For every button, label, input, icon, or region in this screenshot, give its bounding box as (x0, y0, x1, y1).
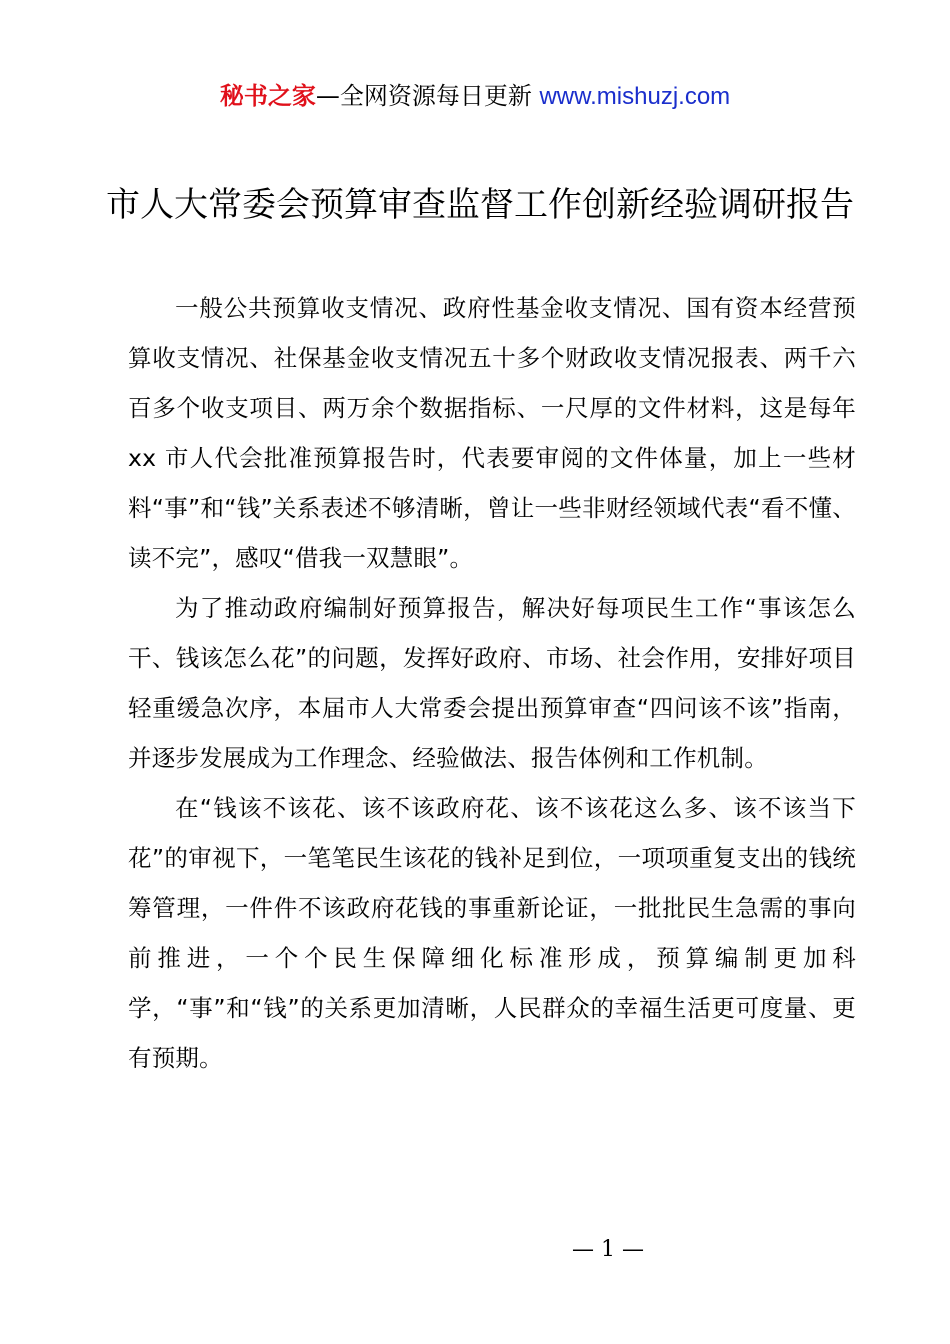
site-header (0, 80, 950, 113)
brand-name: 秘书之家 (219, 82, 316, 110)
body-paragraph-1: 一般公共预算收支情况、政府性基金收支情况、国有资本经营预算收支情况、社保基金收支情况五十多个财政收支情况报表、两千六百多个收支项目、两万余个数据指标、一尺厚的文件材料，这是每年 xx 市人代会批准预算报告时，代表要审阅的文件体量，加上一些材料“事”和“钱”关系表述不够清晰，曾让一些非财经领域代表“看不懂、读不完”，感叹“借我一双慧眼”。 (128, 294, 856, 572)
page-number: — 1 — (572, 1237, 644, 1262)
header-tagline: —全网资源每日更新 (315, 82, 532, 110)
body-paragraph-2: 为了推动政府编制好预算报告，解决好每项民生工作“事该怎么干、钱该怎么花”的问题，发挥好政府、市场、社会作用，安排好项目轻重缓急次序，本届市人大常委会提出预算审查“四问该不该”指南，并逐步发展成为工作理念、经验做法、报告体例和工作机制。 (128, 594, 856, 772)
body-paragraph-3: 在“钱该不该花、该不该政府花、该不该花这么多、该不该当下花”的审视下，一笔笔民生该花的钱补足到位，一项项重复支出的钱统筹管理，一件件不该政府花钱的事重新论证，一批批民生急需的事向前推进，一个个民生保障细化标准形成，预算编制更加科学，“事”和“钱”的关系更加清晰，人民群众的幸福生活更可度量、更有预期。 (128, 794, 856, 1072)
document-body (128, 283, 856, 1083)
site-url-link[interactable]: www.mishuzj.com (539, 83, 731, 110)
document-title: 市人大常委会预算审查监督工作创新经验调研报告 (106, 185, 854, 225)
